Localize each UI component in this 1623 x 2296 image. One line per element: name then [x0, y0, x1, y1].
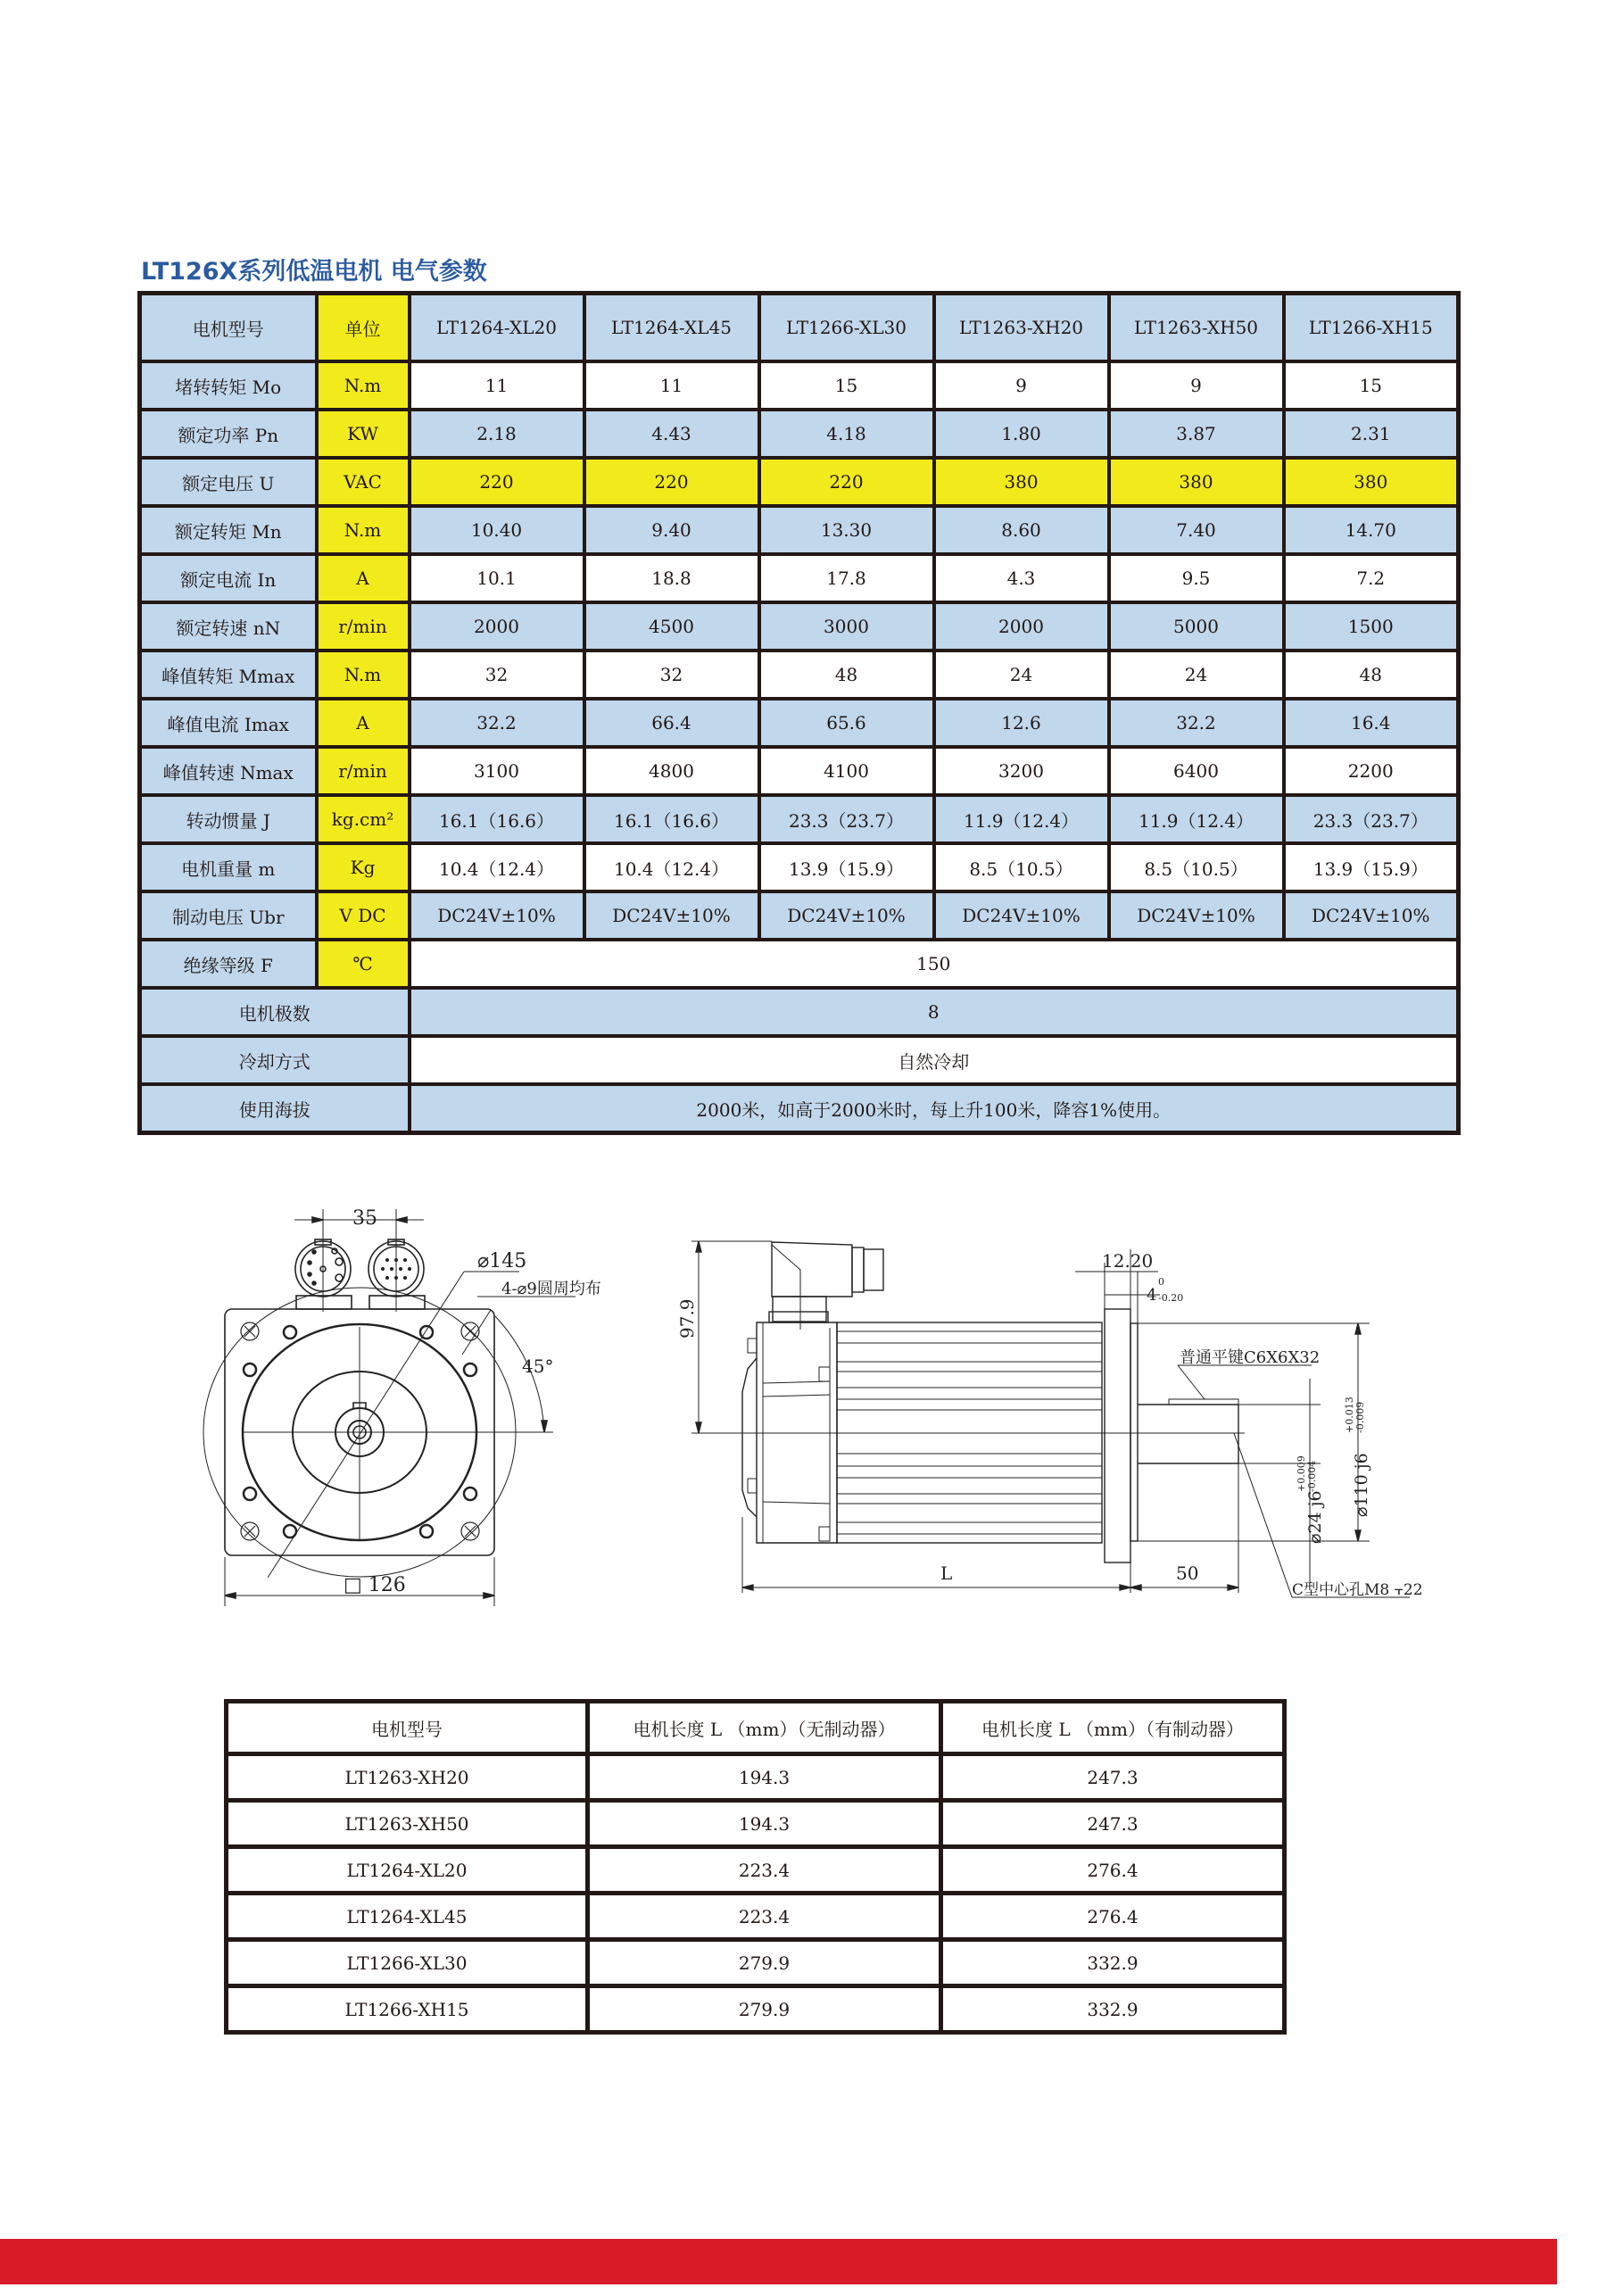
- spec-row: [140, 747, 1459, 795]
- length-cell: 247.3: [941, 1754, 1285, 1801]
- param-value: 32.2: [1109, 699, 1284, 747]
- param-name: 绝缘等级 F: [140, 940, 317, 988]
- param-value: 16.1（16.6）: [584, 795, 759, 843]
- center-hole-label: C型中心孔M8 ⫟22: [1292, 1581, 1423, 1599]
- param-value: 380: [1109, 458, 1284, 506]
- length-row: [227, 1894, 1285, 1940]
- param-value: 8.5（10.5）: [934, 843, 1109, 891]
- param-value: 8.5（10.5）: [1109, 843, 1284, 891]
- dim-shaft-dia-tol-lower: -0.004: [1306, 1460, 1318, 1492]
- param-value: 3200: [934, 747, 1109, 795]
- param-value: DC24V±10%: [1284, 891, 1459, 940]
- param-name: 峰值转速 Nmax: [140, 747, 317, 795]
- param-value: 9.40: [584, 506, 759, 554]
- length-header-cell: 电机长度 L （mm）（有制动器）: [941, 1702, 1285, 1754]
- param-value: 23.3（23.7）: [759, 795, 934, 843]
- length-cell: 194.3: [588, 1754, 941, 1801]
- param-value: 10.1: [410, 554, 584, 602]
- spec-row: [140, 458, 1459, 506]
- spec-row: [140, 699, 1459, 747]
- spec-row: [140, 361, 1459, 410]
- dim-pilot-tol-lower: -0.20: [1158, 1292, 1184, 1304]
- param-value: 9: [1109, 361, 1284, 410]
- side-view-drawing: [678, 1231, 1445, 1624]
- param-value: 10.4（12.4）: [584, 843, 759, 891]
- length-header-row: [227, 1702, 1285, 1754]
- param-name: 额定转速 nN: [140, 602, 317, 651]
- param-value: 13.9（15.9）: [1284, 843, 1459, 891]
- param-value: 24: [934, 651, 1109, 699]
- param-value: DC24V±10%: [1109, 891, 1284, 940]
- spec-row: [140, 891, 1459, 940]
- header-model: LT1264-XL45: [584, 294, 759, 362]
- param-name: 制动电压 Ubr: [140, 891, 317, 940]
- spec-header-row: [140, 294, 1459, 362]
- dim-pcd: ⌀145: [477, 1250, 527, 1272]
- param-value: 12.6: [934, 699, 1109, 747]
- param-value: 380: [934, 458, 1109, 506]
- param-value: 2.31: [1284, 410, 1459, 458]
- length-cell: 247.3: [941, 1801, 1285, 1847]
- dim-pilot-tol-upper: 0: [1158, 1276, 1164, 1288]
- length-cell: 223.4: [588, 1847, 941, 1894]
- param-name: 额定转矩 Mn: [140, 506, 317, 554]
- param-value: 220: [759, 458, 934, 506]
- param-value: 23.3（23.7）: [1284, 795, 1459, 843]
- param-value: 3000: [759, 602, 934, 651]
- param-name: 电机重量 m: [140, 843, 317, 891]
- header-model: LT1266-XH15: [1284, 294, 1459, 362]
- length-cell: LT1264-XL20: [227, 1847, 588, 1894]
- param-value: 16.1（16.6）: [410, 795, 584, 843]
- param-unit: N.m: [317, 361, 410, 410]
- dim-length: L: [940, 1562, 953, 1584]
- param-value: 2000: [410, 602, 584, 651]
- length-cell: 194.3: [588, 1801, 941, 1847]
- dim-shaft-dia: ⌀24 j6: [1305, 1490, 1325, 1544]
- spec-row: [140, 506, 1459, 554]
- dim-shaft-length: 50: [1176, 1562, 1199, 1584]
- length-cell: LT1266-XL30: [227, 1940, 588, 1986]
- length-header-cell: 电机长度 L （mm）（无制动器）: [588, 1702, 941, 1754]
- page-title: LT126X系列低温电机 电气参数: [141, 258, 487, 286]
- header-model: LT1266-XL30: [759, 294, 934, 362]
- param-value: 2200: [1284, 747, 1459, 795]
- param-value: 16.4: [1284, 699, 1459, 747]
- length-header-cell: 电机型号: [227, 1702, 588, 1754]
- param-value: 66.4: [584, 699, 759, 747]
- length-row: [227, 1986, 1285, 2033]
- param-name: 额定电压 U: [140, 458, 317, 506]
- header-model: LT1263-XH50: [1109, 294, 1284, 362]
- param-value: 220: [410, 458, 584, 506]
- length-row: [227, 1940, 1285, 1986]
- param-value: 3100: [410, 747, 584, 795]
- dim-connector-spacing: 35: [352, 1207, 377, 1230]
- param-value: 2000: [934, 602, 1109, 651]
- dim-square: □ 126: [344, 1574, 406, 1596]
- spec-merged-row: [140, 988, 1459, 1036]
- param-name: 额定功率 Pn: [140, 410, 317, 458]
- param-value: 14.70: [1284, 506, 1459, 554]
- param-value: 4100: [759, 747, 934, 795]
- spec-merged-row: [140, 1084, 1459, 1133]
- param-value: DC24V±10%: [410, 891, 584, 940]
- param-unit: r/min: [317, 747, 410, 795]
- param-value: 7.2: [1284, 554, 1459, 602]
- param-value: 220: [584, 458, 759, 506]
- param-unit: V DC: [317, 891, 410, 940]
- length-row: [227, 1754, 1285, 1801]
- param-name: 峰值电流 Imax: [140, 699, 317, 747]
- param-unit: ℃: [317, 940, 410, 988]
- param-unit: A: [317, 699, 410, 747]
- length-cell: LT1263-XH50: [227, 1801, 588, 1847]
- dim-pilot: 4: [1147, 1286, 1157, 1305]
- param-value: 150: [410, 940, 1459, 988]
- dim-height: 97.9: [676, 1298, 698, 1339]
- param-unit: KW: [317, 410, 410, 458]
- param-value: 8.60: [934, 506, 1109, 554]
- param-value: 24: [1109, 651, 1284, 699]
- electrical-spec-table: [137, 291, 1461, 1135]
- length-row: [227, 1801, 1285, 1847]
- length-cell: 276.4: [941, 1894, 1285, 1940]
- length-cell: 332.9: [941, 1940, 1285, 1986]
- param-value: 8: [410, 988, 1459, 1036]
- param-value: 7.40: [1109, 506, 1284, 554]
- length-cell: 279.9: [588, 1940, 941, 1986]
- param-unit: N.m: [317, 651, 410, 699]
- param-unit: A: [317, 554, 410, 602]
- param-value: 13.9（15.9）: [759, 843, 934, 891]
- header-unit-label: 单位: [317, 294, 410, 362]
- dim-holes: 4-⌀9圆周均布: [501, 1280, 601, 1298]
- param-value: 4.43: [584, 410, 759, 458]
- param-value: 380: [1284, 458, 1459, 506]
- param-value: 10.40: [410, 506, 584, 554]
- motor-length-table: [224, 1699, 1287, 2035]
- param-name: 额定电流 In: [140, 554, 317, 602]
- header-model-label: 电机型号: [140, 294, 317, 362]
- length-cell: LT1263-XH20: [227, 1754, 588, 1801]
- dim-pilot-dia-tol-lower: -0.009: [1354, 1401, 1366, 1433]
- param-unit: Kg: [317, 843, 410, 891]
- param-value: 6400: [1109, 747, 1284, 795]
- param-name: 堵转转矩 Mo: [140, 361, 317, 410]
- param-value: DC24V±10%: [584, 891, 759, 940]
- param-value: 1.80: [934, 410, 1109, 458]
- param-value: 5000: [1109, 602, 1284, 651]
- dim-pilot-dia: ⌀110 j6: [1352, 1453, 1371, 1517]
- param-value: 4500: [584, 602, 759, 651]
- param-value: 32: [584, 651, 759, 699]
- param-unit: kg.cm²: [317, 795, 410, 843]
- param-value: 11: [584, 361, 759, 410]
- param-value: 48: [759, 651, 934, 699]
- param-value: 13.30: [759, 506, 934, 554]
- key-label: 普通平键C6X6X32: [1180, 1348, 1321, 1367]
- header-model: LT1263-XH20: [934, 294, 1109, 362]
- param-value: 15: [1284, 361, 1459, 410]
- length-cell: LT1266-XH15: [227, 1986, 588, 2033]
- param-value: 15: [759, 361, 934, 410]
- param-unit: r/min: [317, 602, 410, 651]
- param-value: 11.9（12.4）: [934, 795, 1109, 843]
- spec-row: [140, 602, 1459, 651]
- length-cell: 279.9: [588, 1986, 941, 2033]
- dim-flange: 12.20: [1102, 1250, 1154, 1272]
- param-name: 使用海拔: [140, 1084, 410, 1133]
- param-value: 9: [934, 361, 1109, 410]
- param-value: 4.3: [934, 554, 1109, 602]
- footer-red-bar: [0, 2239, 1557, 2284]
- param-value: DC24V±10%: [934, 891, 1109, 940]
- param-value: 32.2: [410, 699, 584, 747]
- param-value: 11.9（12.4）: [1109, 795, 1284, 843]
- spec-row: [140, 843, 1459, 891]
- spec-row: [140, 554, 1459, 602]
- param-value: 9.5: [1109, 554, 1284, 602]
- spec-row: [140, 651, 1459, 699]
- param-value: 2.18: [410, 410, 584, 458]
- param-value: 17.8: [759, 554, 934, 602]
- param-value: 3.87: [1109, 410, 1284, 458]
- param-value: 32: [410, 651, 584, 699]
- spec-row: [140, 410, 1459, 458]
- param-value: 11: [410, 361, 584, 410]
- length-row: [227, 1847, 1285, 1894]
- dim-pilot-dia-tol-upper: +0.013: [1344, 1397, 1355, 1433]
- param-value: 自然冷却: [410, 1036, 1459, 1084]
- spec-row: [140, 795, 1459, 843]
- dim-shaft-dia-tol-upper: +0.009: [1296, 1455, 1307, 1492]
- spec-merged-row: [140, 1036, 1459, 1084]
- length-cell: LT1264-XL45: [227, 1894, 588, 1940]
- param-unit: VAC: [317, 458, 410, 506]
- param-name: 转动惯量 J: [140, 795, 317, 843]
- dim-angle: 45°: [522, 1355, 554, 1377]
- param-value: 2000米，如高于2000米时，每上升100米，降容1%使用。: [410, 1084, 1459, 1133]
- param-value: 65.6: [759, 699, 934, 747]
- param-name: 冷却方式: [140, 1036, 410, 1084]
- param-value: 4800: [584, 747, 759, 795]
- length-cell: 223.4: [588, 1894, 941, 1940]
- param-unit: N.m: [317, 506, 410, 554]
- param-value: 10.4（12.4）: [410, 843, 584, 891]
- param-value: 4.18: [759, 410, 934, 458]
- length-cell: 276.4: [941, 1847, 1285, 1894]
- header-model: LT1264-XL20: [410, 294, 584, 362]
- param-value: DC24V±10%: [759, 891, 934, 940]
- front-view-drawing: [178, 1187, 601, 1615]
- spec-merged-row: [140, 940, 1459, 988]
- param-value: 48: [1284, 651, 1459, 699]
- param-name: 峰值转矩 Mmax: [140, 651, 317, 699]
- param-value: 18.8: [584, 554, 759, 602]
- param-name: 电机极数: [140, 988, 410, 1036]
- param-value: 1500: [1284, 602, 1459, 651]
- length-cell: 332.9: [941, 1986, 1285, 2033]
